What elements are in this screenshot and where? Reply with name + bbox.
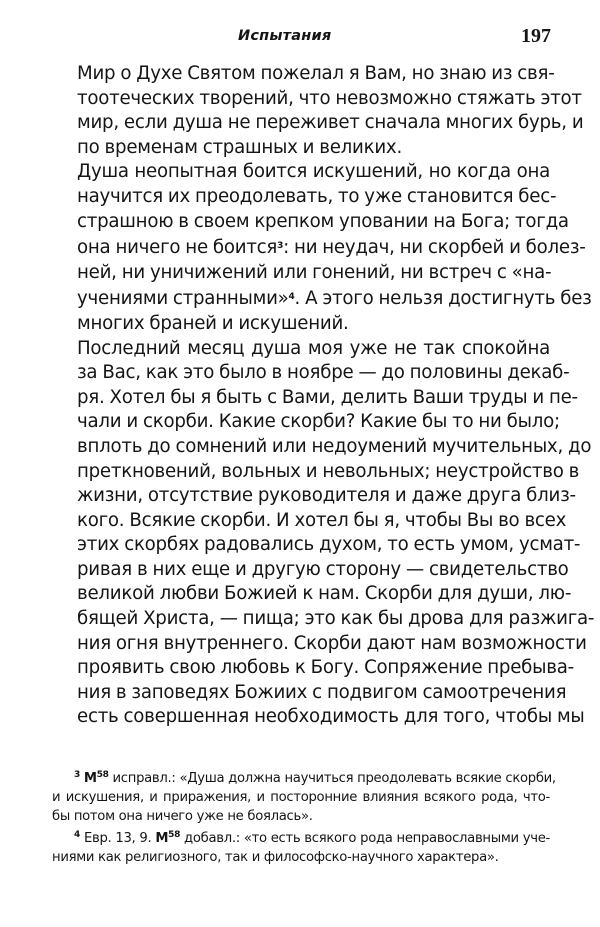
text-line: вплоть до сомнений или недоумений мучительных, до [77, 435, 592, 457]
manuscript-siglum: М [83, 771, 97, 786]
paragraph-3 [52, 337, 595, 731]
footnote-number: 4 [74, 830, 80, 840]
text-fragment: . А этого нельзя достигнуть без [294, 288, 592, 310]
text-line [52, 285, 592, 312]
manuscript-number: 58 [96, 770, 109, 780]
text-line: бящей Христа, — пища; это как бы дрова для разжига- [77, 608, 595, 630]
text-line: этих скорбях радовались духом, то есть умом, усмат- [77, 534, 581, 556]
footnote-4 [52, 826, 550, 867]
manuscript-number: 58 [168, 830, 181, 840]
text-line: ния огня внутреннего. Скорби дают нам возможности [77, 632, 587, 654]
running-title: Испытания [238, 28, 332, 44]
text-line: многих браней и искушений. [77, 312, 349, 334]
footnote-text: исправл.: «Душа должна научиться преодолевать всякие скорби, [108, 771, 556, 786]
text-line: проявить свою любовь к Богу. Сопряжение пребыва- [77, 657, 574, 679]
text-fragment: она ничего не боится [77, 237, 278, 259]
text-line: научится их преодолевать, то уже становится бес- [77, 185, 557, 207]
footnote-3 [52, 766, 556, 826]
footnote-line: бы потом она ничего уже не боялась». [52, 809, 313, 824]
footnote-line [52, 826, 550, 848]
text-line: ря. Хотел бы я быть с Вами, делить Ваши труды и пе- [77, 386, 578, 408]
text-line: страшною в своем крепком уповании на Бога; тогда [77, 210, 569, 232]
text-line: Мир о Духе Святом пожелал я Вам, но знаю из свя- [77, 63, 555, 84]
footnote-ref-4[interactable]: 4 [288, 292, 295, 303]
text-line: ней, ни уничижений или гонений, ни встреч с «на- [77, 261, 552, 283]
text-line: тоотеческих творений, что невозможно стяжать этот [77, 87, 582, 109]
footnote-line: и искушения, и приражения, и посторонние влияния всякого рода, что- [52, 790, 550, 805]
text-line [52, 234, 586, 261]
text-line: чали и скорби. Какие скорби? Какие бы то ни было; [77, 411, 560, 433]
text-fragment: : ни неудач, ни скорбей и болез- [283, 237, 586, 259]
footnote-number: 3 [74, 770, 80, 780]
text-line: великой любви Божией к нам. Скорби для души, лю- [77, 583, 572, 605]
text-line: Последний месяц душа моя уже не так спокойна [77, 337, 550, 359]
manuscript-siglum: М [155, 831, 169, 846]
scripture-reference: Евр. 13, 9. [83, 831, 156, 846]
footnote-text: добавл.: «то есть всякого рода неправославными уче- [180, 831, 550, 846]
text-line: жизни, отсутствие руководителя и даже друга близ- [77, 485, 576, 507]
footnote-line [52, 766, 556, 788]
text-line: по временам страшных и великих. [77, 136, 402, 158]
text-line: есть совершенная необходимость для того, чтобы мы [77, 706, 585, 728]
text-line: за Вас, как это было в ноябре — до половины декаб- [77, 362, 570, 384]
paragraph-2 [52, 160, 592, 336]
text-line: мир, если душа не переживет сначала многих бурь, и [77, 112, 584, 134]
footnote-line: ниями как религиозного, так и философско-научного характера». [52, 850, 499, 865]
text-line: ривая в них еще и другую сторону — свидетельство [77, 558, 569, 580]
text-line: ния в заповедях Божиих с подвигом самоотречения [77, 681, 567, 703]
text-line: Душа неопытная боится искушений, но когда она [77, 161, 550, 183]
page-number: 197 [521, 25, 551, 47]
footnotes [52, 766, 556, 867]
text-line: кого. Всякие скорби. И хотел бы я, чтобы Вы во всех [77, 509, 567, 531]
paragraph-1 [52, 62, 584, 160]
body-text [52, 62, 595, 730]
text-fragment: учениями странными» [77, 288, 289, 310]
footnote-ref-3[interactable]: 3 [277, 241, 284, 252]
page-header [0, 24, 600, 54]
text-line: преткновений, вольных и невольных; неустройство в [77, 460, 580, 482]
